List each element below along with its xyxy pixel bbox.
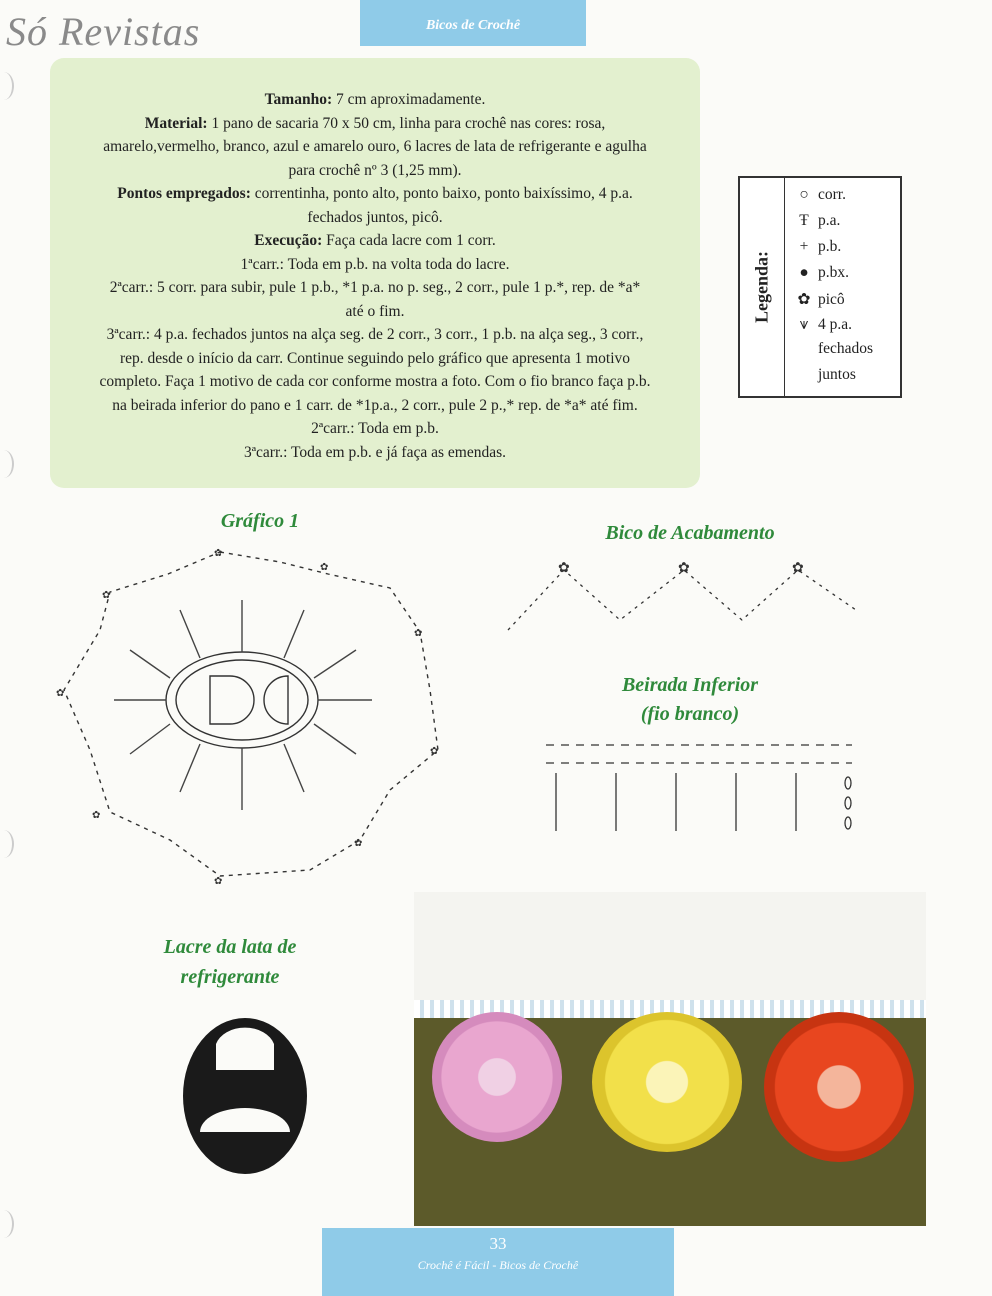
legend-item-sc bbox=[790, 238, 841, 256]
legend-item-cluster-2 bbox=[790, 340, 873, 358]
legend-label: corr. bbox=[818, 186, 846, 203]
edging-line bbox=[508, 570, 856, 630]
motif-stitches bbox=[114, 600, 372, 810]
execucao-text: Faça cada lacre com 1 corr. bbox=[326, 232, 496, 249]
footer-subtitle: Crochê é Fácil - Bicos de Crochê bbox=[417, 1258, 579, 1272]
can-tab-upper-hole bbox=[216, 1028, 274, 1070]
chain-icon bbox=[845, 777, 851, 789]
header-tab: Bicos de Crochê bbox=[360, 0, 586, 46]
yellow-flower-motif bbox=[592, 1012, 742, 1152]
beirada-heading-1: Beirada Inferior bbox=[621, 674, 759, 696]
row3-line-d: na beirada inferior do pano e 1 carr. de *1p.a., 2 corr., pule 2 p.,* rep. de *a* até fim. bbox=[112, 396, 638, 414]
legend-item-cluster bbox=[790, 316, 852, 334]
row2-line-b: até o fim. bbox=[345, 302, 405, 320]
binder-hole bbox=[0, 72, 14, 100]
material-label: Material: bbox=[144, 114, 208, 132]
tab-hole-right bbox=[264, 676, 288, 724]
page-number: 33 bbox=[489, 1234, 507, 1253]
binder-hole bbox=[0, 1210, 14, 1238]
edging-diagram bbox=[498, 550, 868, 650]
border-row3-line: 3ªcarr.: Toda em p.b. e já faça as emendas. bbox=[244, 443, 506, 461]
towel-fabric bbox=[414, 892, 926, 1012]
row3-line-a: 3ªcarr.: 4 p.a. fechados juntos na alça seg. de 2 corr., 3 corr., 1 p.b. na alça seg., 3 corr., bbox=[106, 326, 644, 343]
execucao-label: Execução: bbox=[254, 232, 323, 249]
chain-icon bbox=[845, 797, 851, 809]
cluster-icon: ⩛ bbox=[799, 316, 809, 333]
legend-label: 4 p.a. bbox=[818, 316, 853, 333]
picot-icon: ✿ bbox=[214, 548, 223, 559]
legend-box bbox=[738, 176, 902, 398]
tab-outline bbox=[166, 652, 318, 748]
tab-hole-left bbox=[210, 676, 254, 724]
legend-label: picô bbox=[818, 291, 845, 308]
legend-item-picot bbox=[790, 290, 845, 309]
picot-icon: ✿ bbox=[320, 562, 329, 573]
legend-item-cluster-3 bbox=[790, 366, 856, 384]
picot-icon: ✿ bbox=[92, 810, 101, 821]
picot-icon: ✿ bbox=[414, 628, 423, 639]
picot-icon: ✿ bbox=[678, 560, 690, 576]
binder-hole bbox=[0, 830, 14, 858]
material-line-2: amarelo,vermelho, branco, azul e amarelo ouro, 6 lacres de lata de refrigerante e agulha bbox=[103, 138, 647, 155]
legend-title: Legenda: bbox=[751, 251, 772, 323]
single-crochet-icon: + bbox=[799, 238, 809, 255]
motif-diagram bbox=[50, 540, 450, 890]
row3-line-b: rep. desde o início da carr. Continue seguindo pelo gráfico que apresenta 1 motivo bbox=[119, 349, 631, 367]
pontos-line bbox=[74, 182, 676, 206]
material-line-3: para crochê nº 3 (1,25 mm). bbox=[288, 161, 462, 179]
legend-label: p.b. bbox=[818, 238, 842, 255]
picot-icon: ✿ bbox=[56, 688, 65, 699]
legend-item-chain bbox=[790, 186, 846, 204]
red-flower-motif bbox=[764, 1012, 914, 1162]
pontos-line-2: fechados juntos, picô. bbox=[307, 208, 443, 226]
legend-label: p.bx. bbox=[818, 264, 849, 281]
tamanho-label: Tamanho: bbox=[264, 91, 333, 108]
picot-icon: ✿ bbox=[797, 291, 811, 308]
can-tab-illustration bbox=[180, 1016, 310, 1176]
picot-icon: ✿ bbox=[430, 746, 439, 757]
border-row2-line: 2ªcarr.: Toda em p.b. bbox=[311, 420, 439, 437]
bico-heading: Bico de Acabamento bbox=[605, 522, 775, 544]
legend-label: fechados bbox=[818, 340, 874, 357]
beirada-heading-2: (fio branco) bbox=[640, 703, 740, 725]
finished-edging-photo bbox=[414, 892, 926, 1226]
lacre-heading-2: refrigerante bbox=[180, 966, 280, 988]
pink-flower-motif bbox=[432, 1012, 562, 1142]
pontos-text-1: correntinha, ponto alto, ponto baixo, ponto baixíssimo, 4 p.a. bbox=[254, 185, 633, 202]
footer-tab bbox=[322, 1228, 674, 1296]
instructions-box bbox=[50, 58, 700, 488]
row2-line-a: 2ªcarr.: 5 corr. para subir, pule 1 p.b., *1 p.a. no p. seg., 2 corr., pule 1 p.*, rep. de *a* bbox=[109, 279, 641, 296]
watermark: Só Revistas bbox=[6, 9, 201, 54]
tamanho-line bbox=[74, 88, 676, 112]
material-line bbox=[74, 112, 676, 136]
slip-stitch-icon: ● bbox=[799, 264, 809, 281]
legend-label: juntos bbox=[818, 366, 856, 383]
execucao-line bbox=[74, 229, 676, 253]
binder-hole bbox=[0, 450, 14, 478]
motif-outline bbox=[64, 552, 438, 876]
picot-icon: ✿ bbox=[792, 560, 804, 576]
double-crochet-icon: Ŧ bbox=[799, 212, 809, 229]
chain-icon bbox=[845, 817, 851, 829]
bottom-border-diagram bbox=[540, 735, 860, 835]
legend-item-dc bbox=[790, 212, 840, 230]
pontos-label: Pontos empregados: bbox=[117, 185, 251, 202]
chain-icon: ○ bbox=[799, 186, 809, 203]
legend-label: p.a. bbox=[818, 212, 841, 229]
picot-icon: ✿ bbox=[214, 876, 223, 887]
legend-item-slip bbox=[790, 264, 849, 282]
picot-icon: ✿ bbox=[354, 838, 363, 849]
grafico1-heading: Gráfico 1 bbox=[220, 510, 300, 532]
material-text-1: 1 pano de sacaria 70 x 50 cm, linha para crochê nas cores: rosa, bbox=[211, 114, 606, 132]
row1-line: 1ªcarr.: Toda em p.b. na volta toda do lacre. bbox=[240, 255, 510, 273]
lacre-heading-1: Lacre da lata de bbox=[163, 936, 297, 958]
picot-icon: ✿ bbox=[102, 590, 111, 601]
row3-line-c: completo. Faça 1 motivo de cada cor conforme mostra a foto. Com o fio branco faça p.b. bbox=[99, 373, 651, 390]
legend-title-column bbox=[740, 178, 785, 396]
picot-icon: ✿ bbox=[558, 560, 570, 576]
tamanho-text: 7 cm aproximadamente. bbox=[336, 91, 486, 108]
